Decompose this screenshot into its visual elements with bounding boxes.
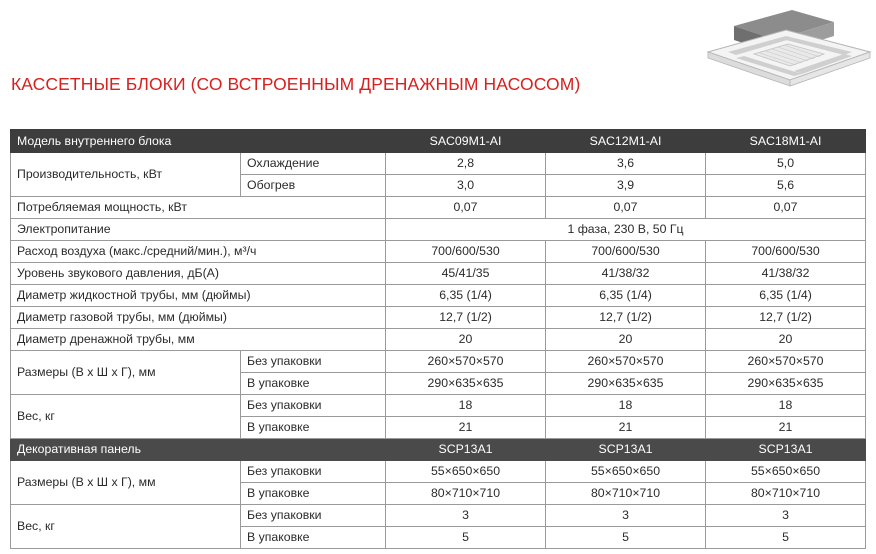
table-row [11, 263, 866, 285]
noise-value: 41/38/32 [546, 263, 706, 285]
panel-dimensions-packed-value: 80×710×710 [706, 483, 866, 505]
table-row [11, 505, 866, 527]
dimensions-unpacked-value: 260×570×570 [546, 351, 706, 373]
liquid-pipe-label: Диаметр жидкостной трубы, мм (дюймы) [11, 285, 386, 307]
panel-weight-unpacked-value: 3 [386, 505, 546, 527]
table-row [11, 285, 866, 307]
liquid-pipe-value: 6,35 (1/4) [386, 285, 546, 307]
packed-label: В упаковке [241, 373, 386, 395]
cooling-value: 2,8 [386, 153, 546, 175]
panel-weight-label: Вес, кг [11, 505, 241, 549]
table-row [11, 395, 866, 417]
dimensions-packed-value: 290×635×635 [706, 373, 866, 395]
panel-weight-unpacked-value: 3 [546, 505, 706, 527]
spec-table [10, 129, 866, 549]
noise-label: Уровень звукового давления, дБ(А) [11, 263, 386, 285]
packed-label: В упаковке [241, 417, 386, 439]
unpacked-label: Без упаковки [241, 461, 386, 483]
power-value: 0,07 [386, 197, 546, 219]
table-row [11, 241, 866, 263]
header-row [11, 130, 866, 153]
table-row [11, 351, 866, 373]
packed-label: В упаковке [241, 483, 386, 505]
heating-value: 5,6 [706, 175, 866, 197]
gas-pipe-value: 12,7 (1/2) [546, 307, 706, 329]
dimensions-unpacked-value: 260×570×570 [386, 351, 546, 373]
panel-dimensions-packed-value: 80×710×710 [386, 483, 546, 505]
panel-weight-packed-value: 5 [706, 527, 866, 549]
packed-label: В упаковке [241, 527, 386, 549]
unpacked-label: Без упаковки [241, 505, 386, 527]
panel-model: SCP13A1 [386, 439, 546, 461]
weight-label: Вес, кг [11, 395, 241, 439]
header-label: Модель внутреннего блока [11, 130, 386, 153]
unpacked-label: Без упаковки [241, 395, 386, 417]
dimensions-packed-value: 290×635×635 [386, 373, 546, 395]
panel-dimensions-label: Размеры (В х Ш х Г), мм [11, 461, 241, 505]
model-3: SAC18M1-AI [706, 130, 866, 153]
drain-pipe-label: Диаметр дренажной трубы, мм [11, 329, 386, 351]
weight-unpacked-value: 18 [706, 395, 866, 417]
table-row [11, 153, 866, 175]
table-row [11, 307, 866, 329]
model-1: SAC09M1-AI [386, 130, 546, 153]
panel-weight-packed-value: 5 [386, 527, 546, 549]
drain-pipe-value: 20 [386, 329, 546, 351]
airflow-label: Расход воздуха (макс./средний/мин.), м³/ч [11, 241, 386, 263]
table-row [11, 197, 866, 219]
page-title: КАССЕТНЫЕ БЛОКИ (СО ВСТРОЕННЫМ ДРЕНАЖНЫМ НАСОСОМ) [11, 74, 581, 94]
drain-pipe-value: 20 [546, 329, 706, 351]
liquid-pipe-value: 6,35 (1/4) [706, 285, 866, 307]
airflow-value: 700/600/530 [546, 241, 706, 263]
gas-pipe-value: 12,7 (1/2) [706, 307, 866, 329]
dimensions-label: Размеры (В х Ш х Г), мм [11, 351, 241, 395]
table-row [11, 329, 866, 351]
weight-packed-value: 21 [546, 417, 706, 439]
panel-label: Декоративная панель [11, 439, 386, 461]
weight-unpacked-value: 18 [546, 395, 706, 417]
panel-dimensions-unpacked-value: 55×650×650 [386, 461, 546, 483]
weight-packed-value: 21 [706, 417, 866, 439]
dimensions-unpacked-value: 260×570×570 [706, 351, 866, 373]
panel-header-row [11, 439, 866, 461]
dimensions-packed-value: 290×635×635 [546, 373, 706, 395]
cassette-ac-unit-icon [702, 8, 874, 100]
liquid-pipe-value: 6,35 (1/4) [546, 285, 706, 307]
supply-label: Электропитание [11, 219, 386, 241]
heating-label: Обогрев [241, 175, 386, 197]
panel-weight-packed-value: 5 [546, 527, 706, 549]
heating-value: 3,9 [546, 175, 706, 197]
power-value: 0,07 [546, 197, 706, 219]
panel-dimensions-unpacked-value: 55×650×650 [706, 461, 866, 483]
supply-value: 1 фаза, 230 В, 50 Гц [386, 219, 866, 241]
noise-value: 45/41/35 [386, 263, 546, 285]
unpacked-label: Без упаковки [241, 351, 386, 373]
model-2: SAC12M1-AI [546, 130, 706, 153]
drain-pipe-value: 20 [706, 329, 866, 351]
table-row [11, 461, 866, 483]
power-value: 0,07 [706, 197, 866, 219]
weight-packed-value: 21 [386, 417, 546, 439]
capacity-label: Производительность, кВт [11, 153, 241, 197]
gas-pipe-value: 12,7 (1/2) [386, 307, 546, 329]
panel-model: SCP13A1 [706, 439, 866, 461]
weight-unpacked-value: 18 [386, 395, 546, 417]
cooling-value: 3,6 [546, 153, 706, 175]
gas-pipe-label: Диаметр газовой трубы, мм (дюймы) [11, 307, 386, 329]
panel-dimensions-packed-value: 80×710×710 [546, 483, 706, 505]
power-label: Потребляемая мощность, кВт [11, 197, 386, 219]
airflow-value: 700/600/530 [386, 241, 546, 263]
panel-dimensions-unpacked-value: 55×650×650 [546, 461, 706, 483]
airflow-value: 700/600/530 [706, 241, 866, 263]
table-row [11, 219, 866, 241]
cooling-value: 5,0 [706, 153, 866, 175]
panel-model: SCP13A1 [546, 439, 706, 461]
cooling-label: Охлаждение [241, 153, 386, 175]
panel-weight-unpacked-value: 3 [706, 505, 866, 527]
heating-value: 3,0 [386, 175, 546, 197]
noise-value: 41/38/32 [706, 263, 866, 285]
